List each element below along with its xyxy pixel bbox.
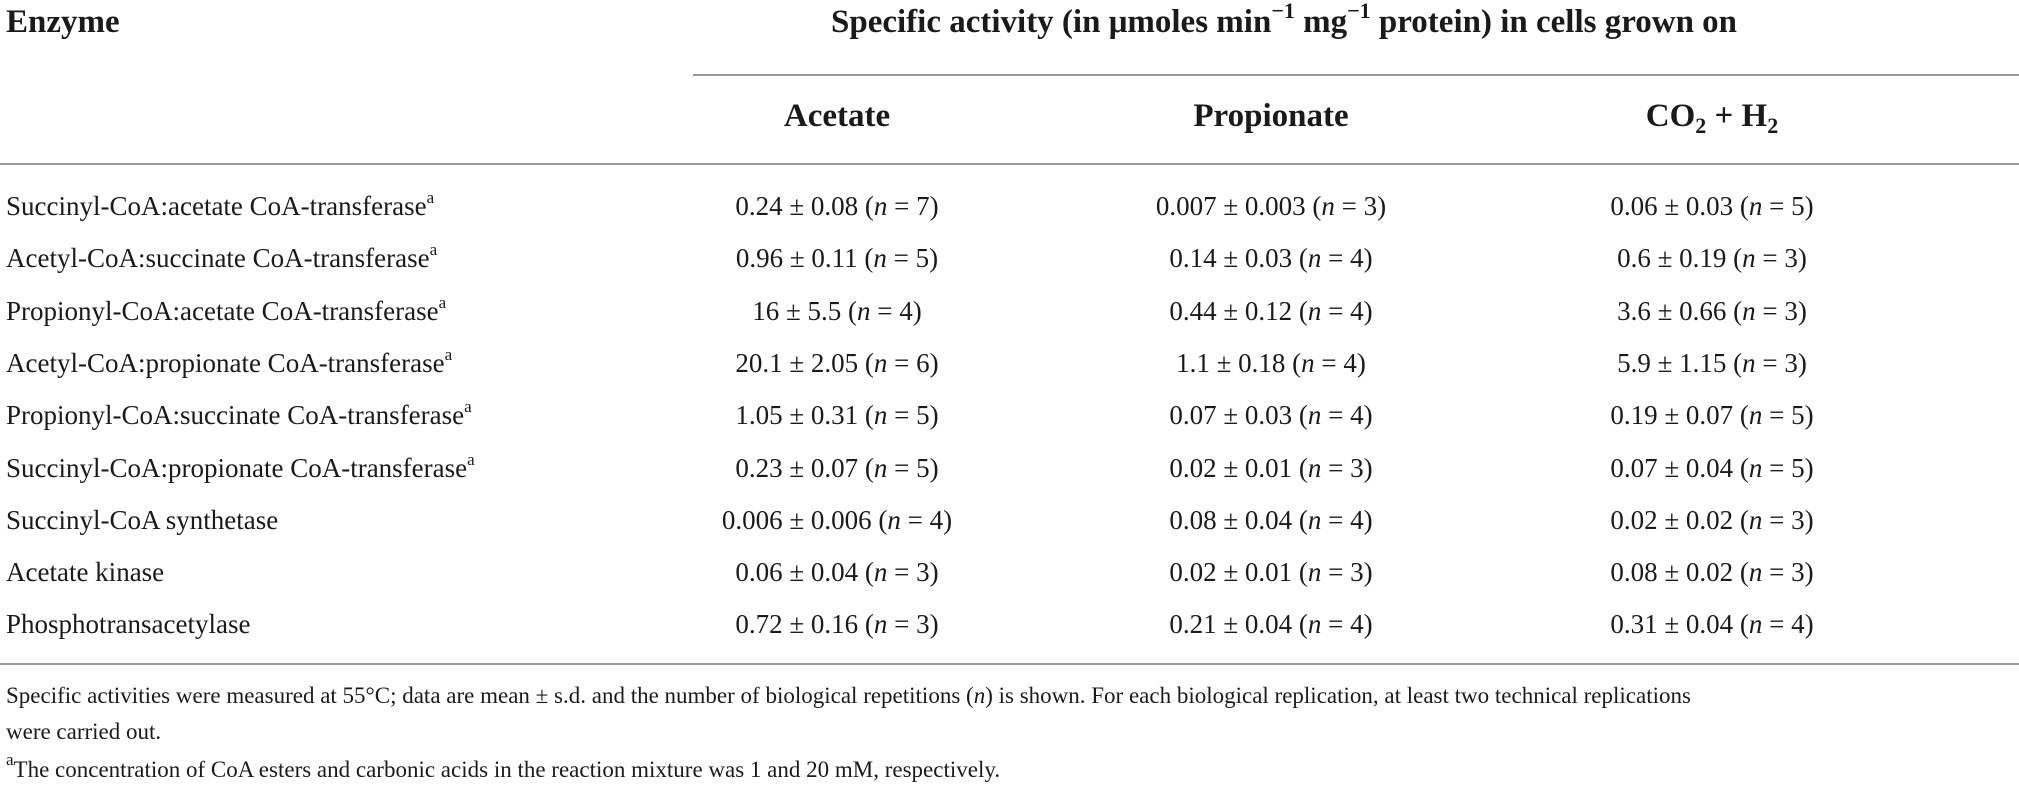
- activity-cell-acetate: 0.96 ± 0.11 (n = 5): [735, 243, 939, 273]
- table-bottom-rule: [0, 663, 2019, 665]
- activity-cell-acetate: 0.23 ± 0.07 (n = 5): [735, 453, 939, 483]
- activity-cell-acetate: 0.06 ± 0.04 (n = 3): [735, 557, 939, 587]
- header-bottom-rule: [0, 163, 2019, 165]
- column-header-specific-activity: Specific activity (in μmoles $\min^{-1} mg^{-1}$ protein) in cells grown on: [831, 0, 1738, 40]
- enzyme-name: Succinyl-CoA:acetate CoA-transferase$^a$: [6, 188, 435, 221]
- activity-cell-propionate: 0.02 ± 0.01 (n = 3): [1169, 453, 1373, 483]
- column-header-enzyme: Enzyme: [6, 4, 120, 40]
- activity-cell-acetate: 1.05 ± 0.31 (n = 5): [735, 400, 939, 430]
- activity-cell-acetate: 0.006 ± 0.006 (n = 4): [721, 505, 953, 535]
- activity-cell-co2h2: 3.6 ± 0.66 (n = 3): [1617, 296, 1807, 326]
- activity-cell-co2h2: 0.07 ± 0.04 (n = 5): [1610, 453, 1814, 483]
- enzyme-name: Acetyl-CoA:succinate CoA-transferase$^a$: [6, 240, 438, 273]
- activity-cell-co2h2: 0.19 ± 0.07 (n = 5): [1610, 400, 1814, 430]
- activity-cell-co2h2: 5.9 ± 1.15 (n = 3): [1617, 348, 1807, 378]
- activity-cell-propionate: 0.08 ± 0.04 (n = 4): [1169, 505, 1373, 535]
- column-header-acetate: Acetate: [783, 98, 891, 134]
- activity-cell-propionate: 0.02 ± 0.01 (n = 3): [1169, 557, 1373, 587]
- footnote-a: $^a$The concentration of CoA esters and carbonic acids in the reaction mixture was 1 and 20 mM, respectively.: [6, 750, 1001, 782]
- enzyme-name: Propionyl-CoA:succinate CoA-transferase$^a$: [6, 397, 472, 430]
- enzyme-name: Acetyl-CoA:propionate CoA-transferase$^a$: [6, 345, 453, 378]
- column-header-co2-h2: $CO_2 + H_2$: [1645, 98, 1779, 138]
- activity-cell-acetate: 0.24 ± 0.08 (n = 7): [735, 191, 939, 221]
- activity-cell-co2h2: 0.31 ± 0.04 (n = 4): [1610, 609, 1814, 639]
- activity-cell-acetate: 16 ± 5.5 (n = 4): [752, 296, 922, 326]
- activity-cell-co2h2: 0.06 ± 0.03 (n = 5): [1610, 191, 1814, 221]
- activity-cell-co2h2: 0.6 ± 0.19 (n = 3): [1617, 243, 1807, 273]
- enzyme-name: Phosphotransacetylase: [6, 609, 251, 639]
- activity-cell-co2h2: 0.02 ± 0.02 (n = 3): [1610, 505, 1814, 535]
- activity-cell-propionate: 0.21 ± 0.04 (n = 4): [1169, 609, 1373, 639]
- footnote-methods: Specific activities were measured at 55°C; data are mean ± s.d. and the number of biological repetitions (n) is shown. For each biological replication, at least two technical replications: [6, 683, 1691, 708]
- activity-cell-acetate: 0.72 ± 0.16 (n = 3): [735, 609, 939, 639]
- header-rule: [693, 74, 2019, 76]
- activity-cell-propionate: 1.1 ± 0.18 (n = 4): [1176, 348, 1366, 378]
- activity-cell-propionate: 0.14 ± 0.03 (n = 4): [1169, 243, 1373, 273]
- activity-cell-propionate: 0.44 ± 0.12 (n = 4): [1169, 296, 1373, 326]
- activity-cell-acetate: 20.1 ± 2.05 (n = 6): [735, 348, 939, 378]
- enzyme-name: Acetate kinase: [6, 557, 165, 587]
- footnote-methods-cont: were carried out.: [6, 719, 162, 744]
- enzyme-name: Propionyl-CoA:acetate CoA-transferase$^a$: [6, 293, 447, 326]
- column-header-propionate: Propionate: [1193, 98, 1349, 134]
- activity-cell-co2h2: 0.08 ± 0.02 (n = 3): [1610, 557, 1814, 587]
- activity-cell-propionate: 0.07 ± 0.03 (n = 4): [1169, 400, 1373, 430]
- enzyme-name: Succinyl-CoA synthetase: [6, 505, 279, 535]
- activity-cell-propionate: 0.007 ± 0.003 (n = 3): [1155, 191, 1387, 221]
- enzyme-name: Succinyl-CoA:propionate CoA-transferase$^a$: [6, 450, 475, 483]
